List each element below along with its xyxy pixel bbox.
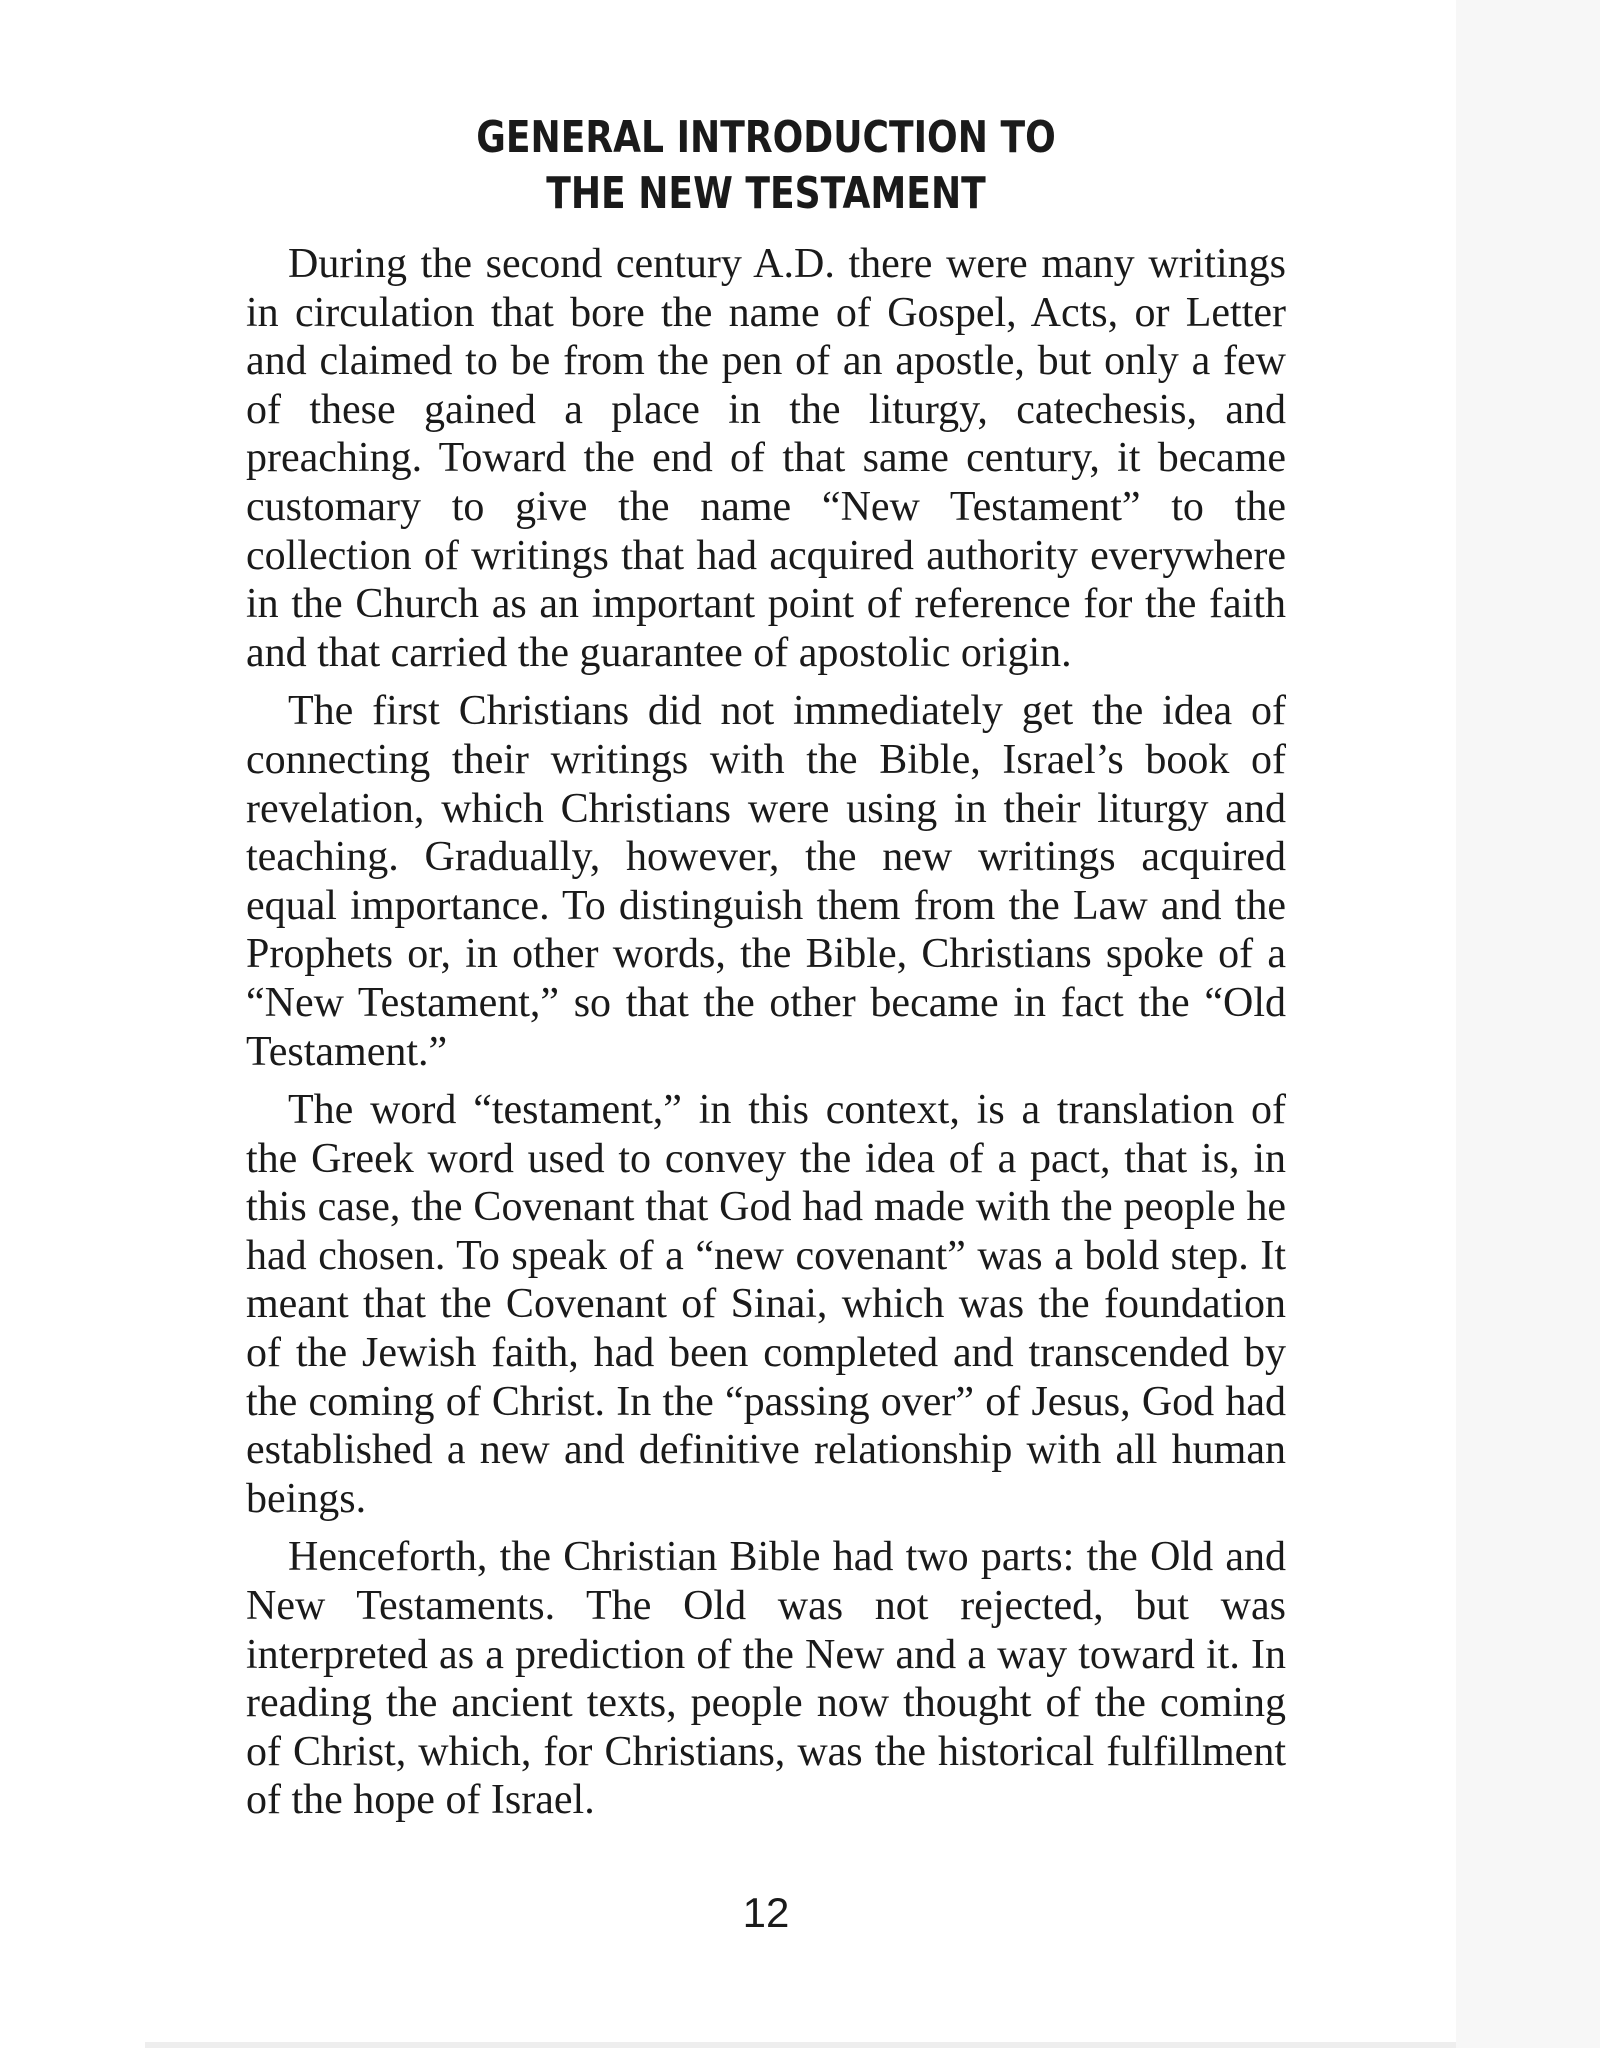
- page-number: 12: [742, 1889, 790, 1936]
- paragraph-4: Henceforth, the Christian Bible had two parts: the Old and New Testaments. The Old was not rejected, but was interpreted as a prediction of the New and a way toward it. In reading the ancient texts, people now thought of the coming of Christ, which, for Christians, was the historical fulfillment of the hope of Israel.: [246, 1534, 1286, 1824]
- body-text: [246, 240, 1286, 1835]
- page-margin: [1456, 0, 1600, 2048]
- paragraph-1: During the second century A.D. there were many writings in circulation that bore the name of Gospel, Acts, or Letter and claimed to be from the pen of an apostle, but only a few of these gained a place in the liturgy, catechesis, and preaching. Toward the end of that same century, it became customary to give the name “New Testament” to the collection of writings that had acquired authority everywhere in the Church as an important point of reference for the faith and that carried the guarantee of apostolic origin.: [246, 241, 1286, 676]
- paragraph-2: The first Christians did not immediately get the idea of connecting their writings with the Bible, Israel’s book of revelation, which Christians were using in their liturgy and teaching. Gradually, however, the new writings acquired equal importance. To distinguish them from the Law and the Prophets or, in other words, the Bible, Christians spoke of a “New Testament,” so that the other became in fact the “Old Testament.”: [246, 688, 1286, 1075]
- paragraph-3: The word “testament,” in this context, is a translation of the Greek word used to convey the idea of a pact, that is, in this case, the Covenant that God had made with the people he had chosen. To speak of a “new covenant” was a bold step. It meant that the Covenant of Sinai, which was the foundation of the Jewish faith, had been completed and transcended by the coming of Christ. In the “passing over” of Jesus, God had established a new and definitive relationship with all human beings.: [246, 1087, 1286, 1522]
- chapter-title: [340, 110, 1193, 222]
- chapter-title-line-2: THE NEW TESTAMENT: [546, 168, 986, 219]
- chapter-title-line-1: GENERAL INTRODUCTION TO: [476, 112, 1056, 163]
- page-bottom-edge: [145, 2042, 1456, 2048]
